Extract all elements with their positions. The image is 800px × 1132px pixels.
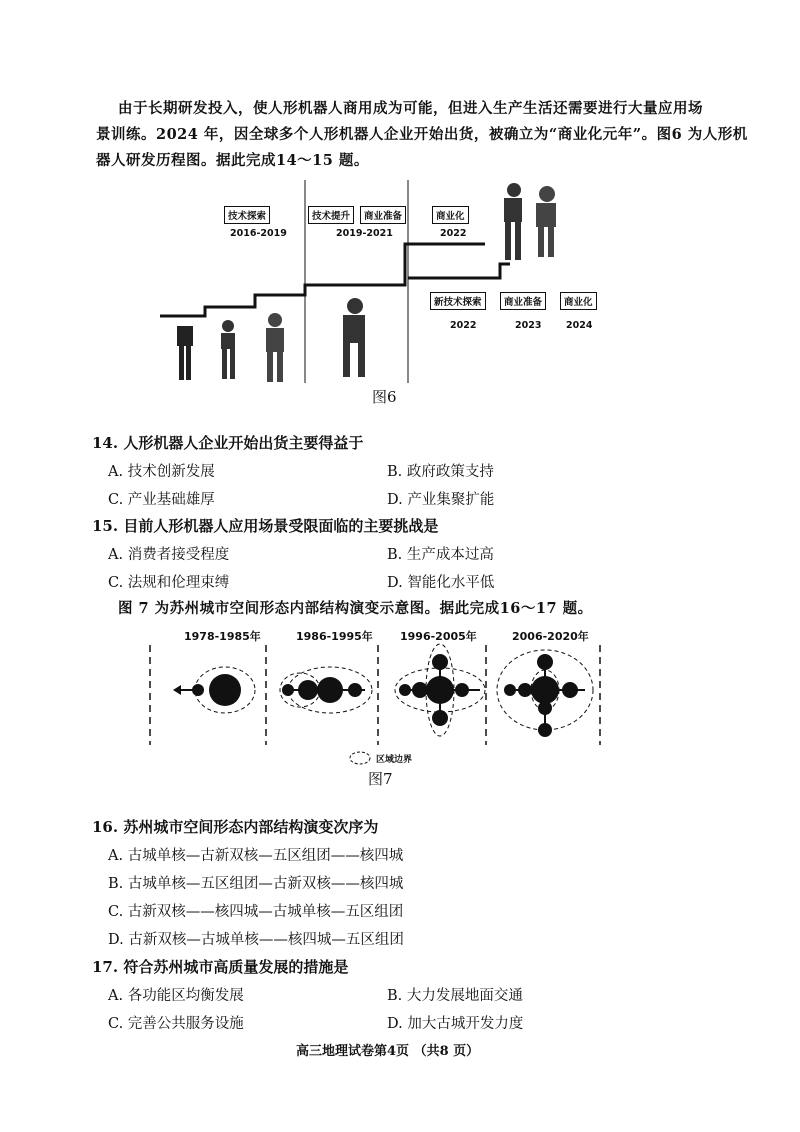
stage-years-1: 2016-2019 xyxy=(230,228,287,239)
page-footer: 高三地理试卷第4页 （共8 页） xyxy=(296,1044,480,1059)
period-3: 1996-2005年 xyxy=(400,630,477,643)
q14-option-d[interactable]: D. 产业集聚扩能 xyxy=(387,492,495,508)
intro-line-2: 景训练。2024 年，因全球多个人形机器人企业开始出货，被确立为“商业化元年”。图6 为人形机 xyxy=(96,126,748,143)
intro-fig7: 图 7 为苏州城市空间形态内部结构演变示意图。据此完成16～17 题。 xyxy=(118,600,593,617)
period-2: 1986-1995年 xyxy=(296,630,373,643)
robot-icon-4 xyxy=(343,298,365,377)
branch-years-1: 2022 xyxy=(450,320,477,331)
period-3-diagram xyxy=(395,644,485,736)
period-4: 2006-2020年 xyxy=(512,630,589,643)
q16-option-d[interactable]: D. 古新双核—古城单核——核四城—五区组团 xyxy=(108,932,404,948)
q16-option-c[interactable]: C. 古新双核——核四城—古城单核—五区组团 xyxy=(108,904,404,920)
stage-years-3: 2022 xyxy=(440,228,467,239)
q14-stem: 14. 人形机器人企业开始出货主要得益于 xyxy=(92,434,364,452)
q16-option-b[interactable]: B. 古城单核—五区组团—古新双核——核四城 xyxy=(108,876,404,892)
stage-label-commercial-prep: 商业准备 xyxy=(360,206,406,224)
figure-7-caption: 图7 xyxy=(368,770,393,788)
period-1-diagram xyxy=(173,667,255,713)
q15-option-c[interactable]: C. 法规和伦理束缚 xyxy=(108,575,230,591)
q16-option-a[interactable]: A. 古城单核—古新双核—五区组团——核四城 xyxy=(108,848,404,864)
boundary-legend-icon xyxy=(350,752,370,764)
branch-label-new-tech: 新技术探索 xyxy=(430,292,486,310)
q15-option-b[interactable]: B. 生产成本过高 xyxy=(387,547,494,563)
q17-option-c[interactable]: C. 完善公共服务设施 xyxy=(108,1016,244,1032)
branch-label-commercial-prep: 商业准备 xyxy=(500,292,546,310)
q14-option-b[interactable]: B. 政府政策支持 xyxy=(387,464,494,480)
intro-line-1: 由于长期研发投入，使人形机器人商用成为可能，但进入生产生活还需要进行大量应用场 xyxy=(118,100,703,117)
q17-option-d[interactable]: D. 加大古城开发力度 xyxy=(387,1016,524,1032)
branch-years-3: 2024 xyxy=(566,320,593,331)
robot-icon-5 xyxy=(504,183,522,260)
figure-6-caption: 图6 xyxy=(372,388,397,406)
branch-years-2: 2023 xyxy=(515,320,542,331)
figure-7-diagram xyxy=(140,640,610,765)
stage-years-2: 2019-2021 xyxy=(336,228,393,239)
q15-option-d[interactable]: D. 智能化水平低 xyxy=(387,575,495,591)
robot-icon-3 xyxy=(266,313,284,382)
robot-icon-6 xyxy=(536,186,556,257)
period-2-diagram xyxy=(280,667,372,713)
branch-label-commercialization: 商业化 xyxy=(560,292,597,310)
q14-option-c[interactable]: C. 产业基础雄厚 xyxy=(108,492,215,508)
q14-option-a[interactable]: A. 技术创新发展 xyxy=(108,464,215,480)
q17-option-b[interactable]: B. 大力发展地面交通 xyxy=(387,988,523,1004)
q15-option-a[interactable]: A. 消费者接受程度 xyxy=(108,547,230,563)
period-4-diagram xyxy=(497,650,593,737)
stage-label-commercialization: 商业化 xyxy=(432,206,469,224)
intro-line-3: 器人研发历程图。据此完成14～15 题。 xyxy=(96,152,369,169)
stage-label-tech-explore: 技术探索 xyxy=(224,206,270,224)
q15-stem: 15. 目前人形机器人应用场景受限面临的主要挑战是 xyxy=(92,517,439,535)
q17-option-a[interactable]: A. 各功能区均衡发展 xyxy=(108,988,244,1004)
q17-stem: 17. 符合苏州城市高质量发展的措施是 xyxy=(92,958,349,976)
stage-label-tech-upgrade: 技术提升 xyxy=(308,206,354,224)
period-1: 1978-1985年 xyxy=(184,630,261,643)
legend-label: 区域边界 xyxy=(376,755,413,765)
robot-icon-2 xyxy=(221,320,235,379)
q16-stem: 16. 苏州城市空间形态内部结构演变次序为 xyxy=(92,818,379,836)
robot-icon-1 xyxy=(177,326,193,380)
